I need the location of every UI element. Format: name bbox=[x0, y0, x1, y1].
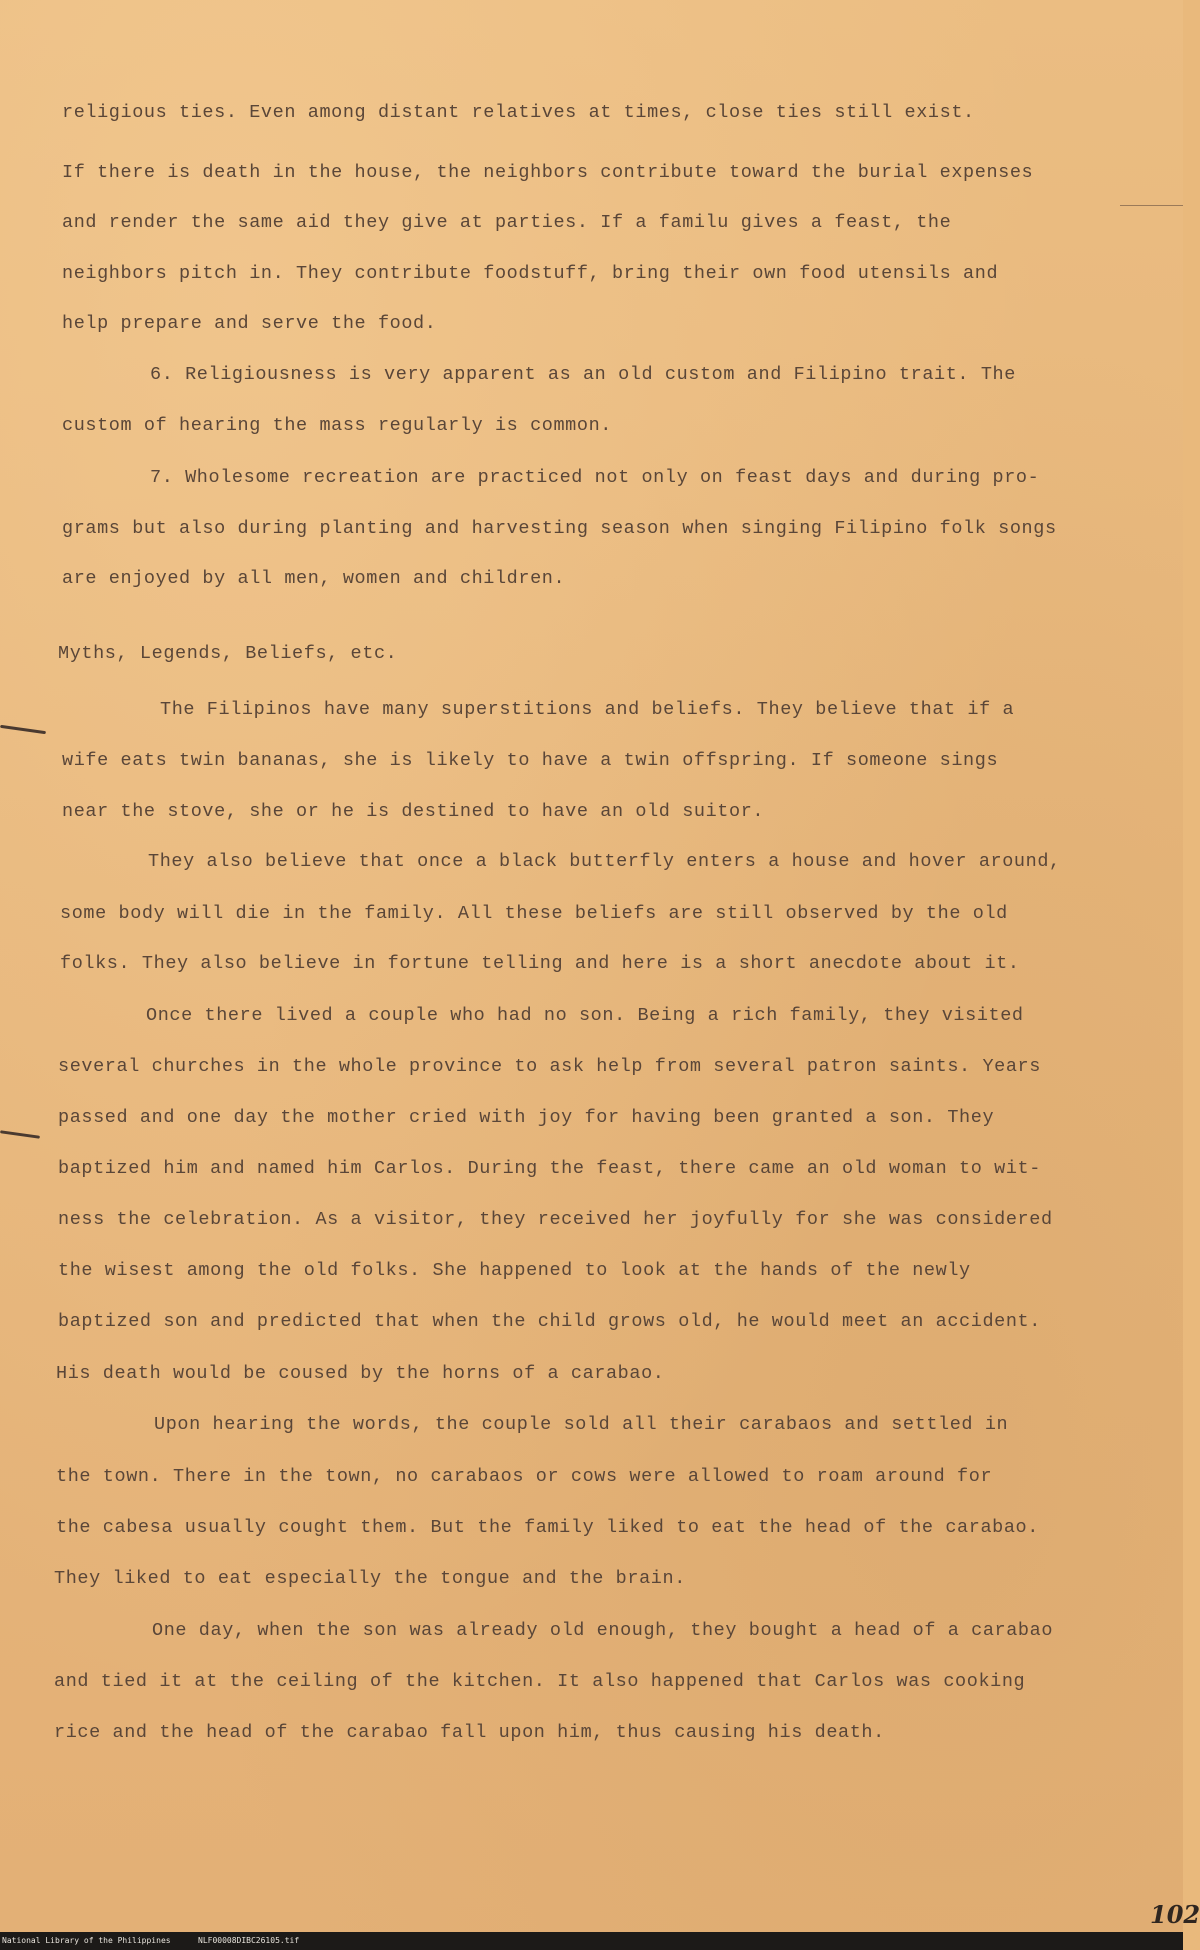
text-line-12: The Filipinos have many superstitions and beliefs. They believe that if a bbox=[160, 699, 1015, 720]
text-line-13: wife eats twin bananas, she is likely to have a twin offspring. If someone sings bbox=[62, 750, 999, 771]
text-line-24: baptized son and predicted that when the child grows old, he would meet an accident. bbox=[58, 1311, 1041, 1332]
text-line-1: religious ties. Even among distant relatives at times, close ties still exist. bbox=[62, 102, 975, 123]
text-line-25: His death would be coused by the horns of a carabao. bbox=[56, 1363, 665, 1384]
text-line-17: folks. They also believe in fortune telling and here is a short anecdote about it. bbox=[60, 953, 1020, 974]
text-line-16: some body will die in the family. All these beliefs are still observed by the old bbox=[60, 903, 1008, 924]
text-line-3: and render the same aid they give at parties. If a familu gives a feast, the bbox=[62, 212, 952, 233]
text-line-29: They liked to eat especially the tongue and the brain. bbox=[54, 1568, 686, 1589]
text-line-19: several churches in the whole province to ask help from several patron saints. Years bbox=[58, 1056, 1041, 1077]
page-number: 102 bbox=[1150, 1900, 1200, 1929]
section-heading: Myths, Legends, Beliefs, etc. bbox=[58, 643, 398, 664]
text-line-27: the town. There in the town, no carabaos or cows were allowed to roam around for bbox=[56, 1466, 993, 1487]
text-line-22: ness the celebration. As a visitor, they received her joyfully for she was considered bbox=[58, 1209, 1053, 1230]
text-line-30: One day, when the son was already old enough, they bought a head of a carabao bbox=[152, 1620, 1054, 1641]
text-line-21: baptized him and named him Carlos. During the feast, there came an old woman to wit- bbox=[58, 1158, 1041, 1179]
text-line-15: They also believe that once a black butterfly enters a house and hover around, bbox=[148, 851, 1061, 872]
text-line-4: neighbors pitch in. They contribute foodstuff, bring their own food utensils and bbox=[62, 263, 999, 284]
archive-footer bbox=[0, 1932, 1183, 1950]
text-line-14: near the stove, she or he is destined to have an old suitor. bbox=[62, 801, 765, 822]
margin-rule-right bbox=[1120, 205, 1183, 206]
text-line-23: the wisest among the old folks. She happened to look at the hands of the newly bbox=[58, 1260, 971, 1281]
text-line-9: grams but also during planting and harvesting season when singing Filipino folk songs bbox=[62, 518, 1057, 539]
margin-mark-2 bbox=[0, 1130, 40, 1139]
margin-mark-1 bbox=[0, 725, 46, 734]
footer-file-name: NLF00008DIBC26105.tif bbox=[198, 1936, 300, 1945]
footer-institution: National Library of the Philippines bbox=[2, 1936, 171, 1945]
text-line-32: rice and the head of the carabao fall upon him, thus causing his death. bbox=[54, 1722, 885, 1743]
text-line-5: help prepare and serve the food. bbox=[62, 313, 437, 334]
text-line-26: Upon hearing the words, the couple sold all their carabaos and settled in bbox=[154, 1414, 1009, 1435]
text-line-8: 7. Wholesome recreation are practiced not only on feast days and during pro- bbox=[150, 467, 1040, 488]
text-line-10: are enjoyed by all men, women and children. bbox=[62, 568, 566, 589]
text-line-6: 6. Religiousness is very apparent as an old custom and Filipino trait. The bbox=[150, 364, 1016, 385]
text-line-2: If there is death in the house, the neighbors contribute toward the burial expenses bbox=[62, 162, 1034, 183]
text-line-28: the cabesa usually cought them. But the family liked to eat the head of the carabao. bbox=[56, 1517, 1039, 1538]
text-line-18: Once there lived a couple who had no son. Being a rich family, they visited bbox=[146, 1005, 1024, 1026]
text-line-7: custom of hearing the mass regularly is common. bbox=[62, 415, 612, 436]
text-line-20: passed and one day the mother cried with joy for having been granted a son. They bbox=[58, 1107, 995, 1128]
text-line-31: and tied it at the ceiling of the kitchen. It also happened that Carlos was cooking bbox=[54, 1671, 1026, 1692]
